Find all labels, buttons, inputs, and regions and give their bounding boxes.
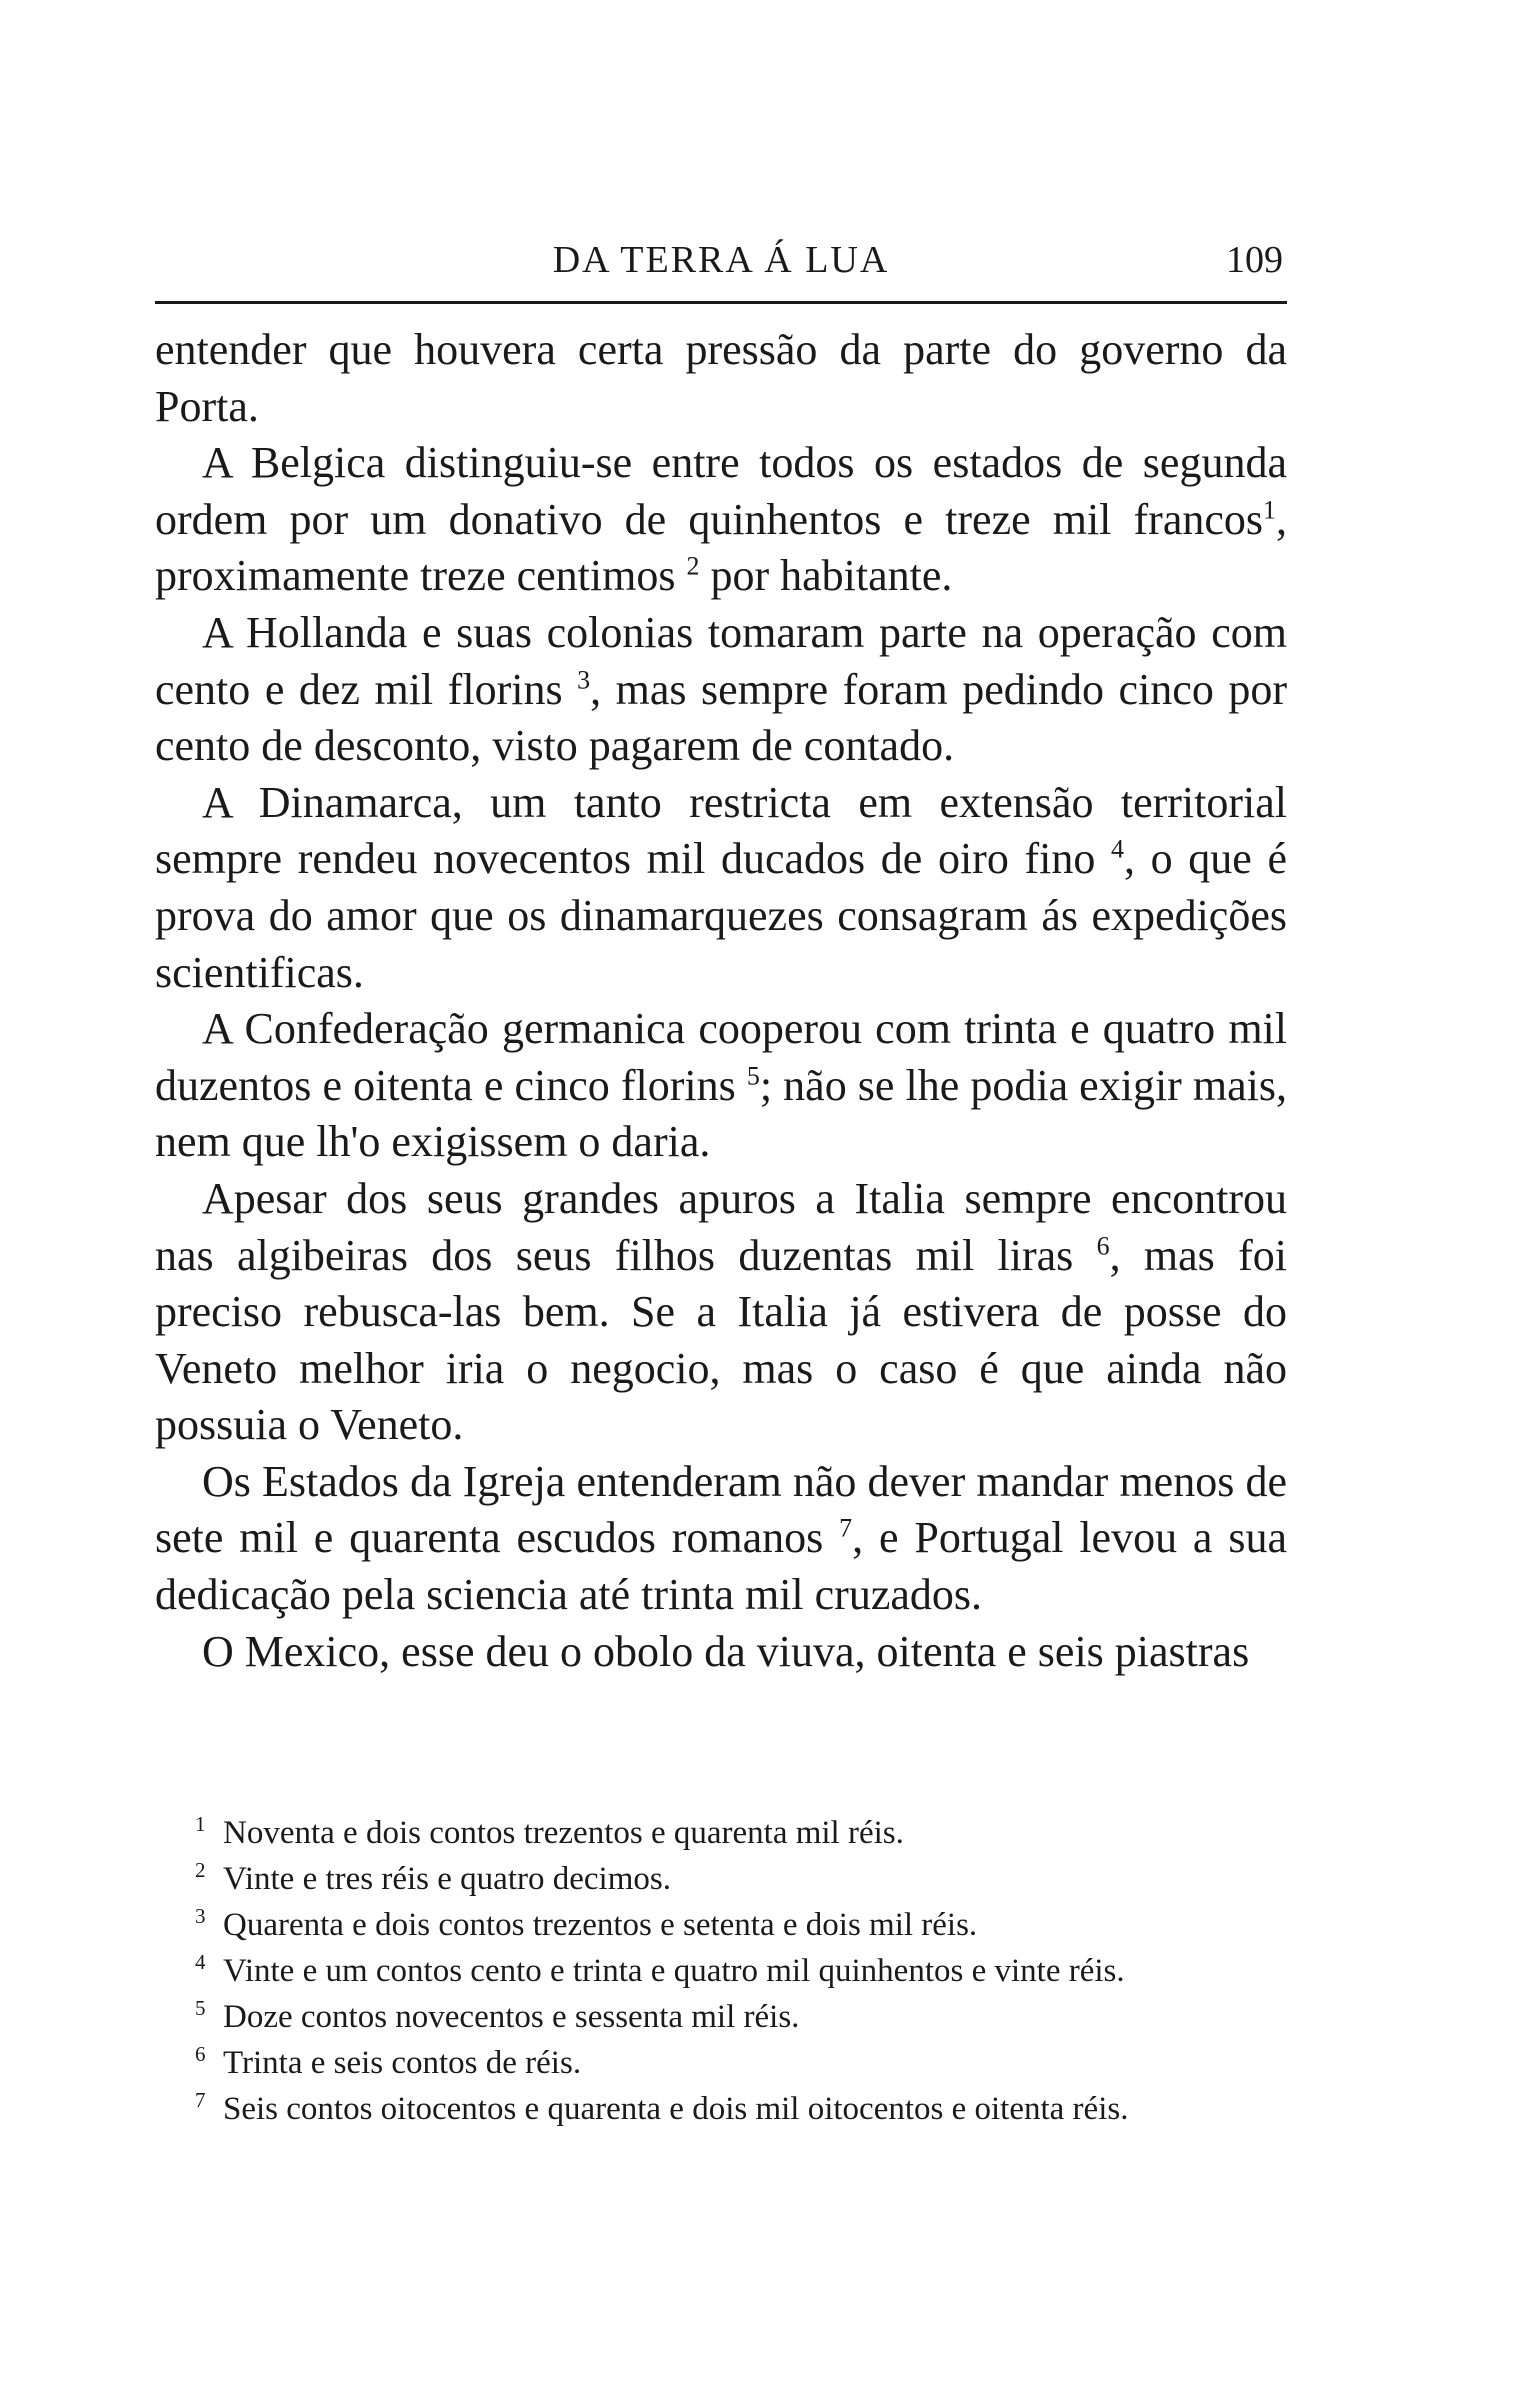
footnote: 3 Quarenta e dois contos trezentos e setenta e dois mil réis. — [195, 1904, 978, 1943]
paragraph-text: A Hollanda e suas colonias tomaram parte na operação com cento e dez mil florins — [155, 607, 1287, 714]
footnote-reference: 7 — [839, 1513, 853, 1543]
paragraph — [155, 605, 1287, 775]
paragraph-text: A Belgica distinguiu-se entre todos os estados de segunda ordem por um donativo de quinhentos e treze mil francos — [155, 438, 1287, 544]
paragraph — [155, 1454, 1287, 1624]
paragraph — [155, 1171, 1287, 1454]
footnote: 4 Vinte e um contos cento e trinta e quatro mil quinhentos e vinte réis. — [195, 1950, 1125, 1989]
paragraph-text: entender que houvera certa pressão da parte do governo da Porta. — [155, 325, 1287, 431]
footnote: 2 Vinte e tres réis e quatro decimos. — [195, 1858, 671, 1897]
running-title: DA TERRA Á LUA — [552, 239, 890, 281]
paragraph-text: , o que é prova do amor que os dinamarquezes consagram ás expedições scientificas. — [155, 834, 1288, 997]
footnote-text: Noventa e dois contos trezentos e quarenta mil réis. — [223, 1815, 904, 1851]
footnote-reference: 3 — [577, 664, 591, 694]
footnote-reference: 1 — [1263, 495, 1276, 525]
header-rule — [155, 301, 1287, 304]
footnote: 5 Doze contos novecentos e sessenta mil réis. — [195, 1996, 800, 2035]
paragraph-text: A Confederação germanica cooperou com trinta e quatro mil duzentos e oitenta e cinco florins — [155, 1004, 1287, 1110]
paragraph-text: Apesar dos seus grandes apuros a Italia sempre encontrou nas algibeiras dos seus filhos duzentas mil liras — [155, 1173, 1287, 1280]
footnote-text: Trinta e seis contos de réis. — [223, 2045, 582, 2081]
page-header — [155, 232, 1287, 292]
footnote-text: Seis contos oitocentos e quarenta e dois mil oitocentos e oitenta réis. — [223, 2091, 1129, 2127]
footnote: 6 Trinta e seis contos de réis. — [195, 2042, 582, 2081]
footnote: 1 Noventa e dois contos trezentos e quarenta mil réis. — [195, 1812, 904, 1851]
paragraph-text: por habitante. — [699, 551, 953, 601]
paragraph — [155, 322, 1287, 435]
page-number: 109 — [1226, 239, 1283, 281]
paragraph-text: Os Estados da Igreja entenderam não dever mandar menos de sete mil e quarenta escudos romanos — [155, 1456, 1287, 1563]
footnotes — [195, 1810, 1287, 2132]
footnote-text: Doze contos novecentos e sessenta mil réis. — [223, 1999, 800, 2035]
paragraph — [155, 1624, 1287, 1681]
footnote-text: Vinte e um contos cento e trinta e quatro mil quinhentos e vinte réis. — [223, 1953, 1125, 1989]
footnote-text: Vinte e tres réis e quatro decimos. — [223, 1861, 671, 1897]
footnote-reference: 6 — [1096, 1230, 1110, 1260]
paragraph — [155, 775, 1287, 1001]
footnote-reference: 5 — [746, 1061, 760, 1091]
paragraph-text: , mas sempre foram pedindo cinco por cento de desconto, visto pagarem de contado. — [155, 664, 1288, 771]
paragraph-text: , proximamente treze centimos — [155, 494, 1287, 601]
footnote-reference: 2 — [686, 551, 700, 581]
paragraph-text: A Dinamarca, um tanto restricta em extensão territorial sempre rendeu novecentos mil ducados de oiro fino — [155, 777, 1287, 884]
paragraph — [155, 435, 1287, 605]
paragraph-text: , mas foi preciso rebusca-las bem. Se a Italia já estivera de posse do Veneto melhor iria o negocio, mas o caso é que ainda não possuia o Veneto. — [155, 1230, 1287, 1450]
footnote-reference: 4 — [1111, 834, 1125, 864]
paragraph — [155, 1001, 1287, 1171]
paragraph-text: ; não se lhe podia exigir mais, nem que lh'o exigissem o daria. — [155, 1060, 1287, 1167]
body-text — [155, 322, 1287, 1680]
paragraph-text: , e Portugal levou a sua dedicação pela sciencia até trinta mil cruzados. — [155, 1513, 1287, 1620]
paragraph-text: O Mexico, esse deu o obolo da viuva, oitenta e seis piastras — [202, 1626, 1250, 1676]
footnote: 7 Seis contos oitocentos e quarenta e dois mil oitocentos e oitenta réis. — [195, 2088, 1129, 2127]
footnote-text: Quarenta e dois contos trezentos e setenta e dois mil réis. — [223, 1907, 978, 1943]
